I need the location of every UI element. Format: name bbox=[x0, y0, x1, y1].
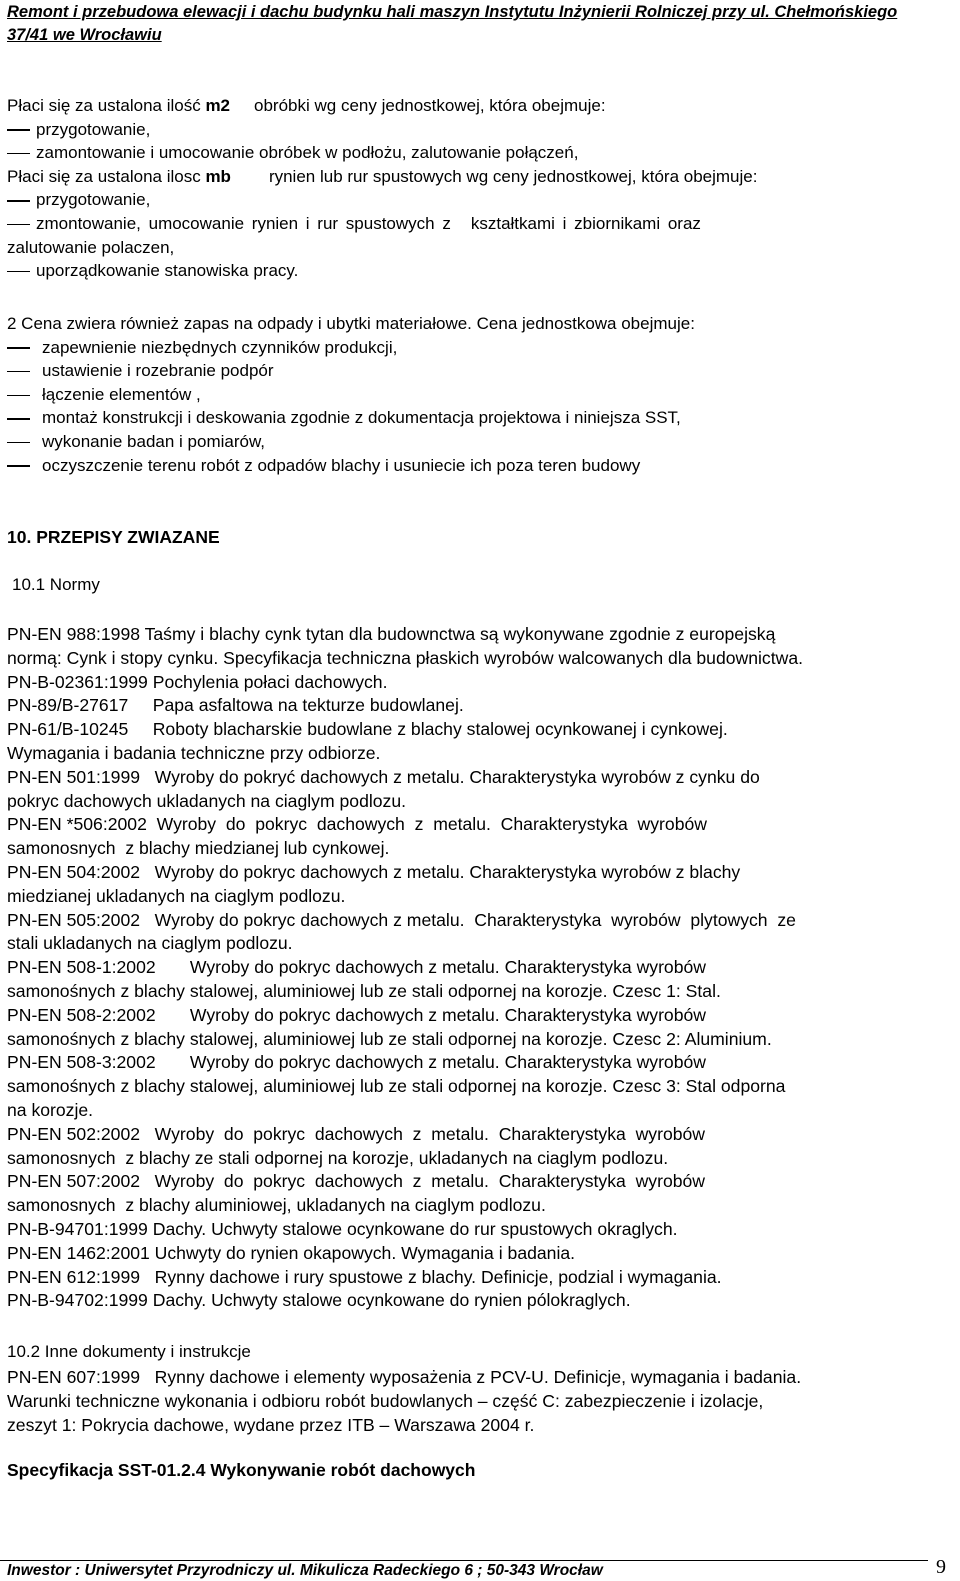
dash-bullet bbox=[7, 430, 30, 454]
other-document-line: Warunki techniczne wykonania i odbioru robót budowlanych – część C: zabezpieczenie i izolacje, bbox=[7, 1390, 764, 1411]
specification-heading: Specyfikacja SST-01.2.4 Wykonywanie robót dachowych bbox=[7, 1460, 476, 1480]
dash-bullet bbox=[7, 406, 30, 430]
list-item-continuation: zalutowanie polaczen, bbox=[7, 237, 175, 257]
pricing-list bbox=[7, 336, 953, 478]
norm-line: PN-B-94701:1999 Dachy. Uchwyty stalowe ocynkowane do rur spustowych okraglych. bbox=[7, 1218, 678, 1239]
pricing-section-2 bbox=[7, 312, 953, 477]
subsection-10-2-title: 10.2 Inne dokumenty i instrukcje bbox=[7, 1342, 251, 1361]
norm-line: PN-61/B-10245 Roboty blacharskie budowlane z blachy stalowej ocynkowanej i cynkowej. bbox=[7, 719, 728, 740]
dash-bullet bbox=[7, 118, 30, 142]
list-item: uporządkowanie stanowiska pracy. bbox=[7, 259, 953, 283]
other-documents-list bbox=[7, 1366, 953, 1437]
dash-bullet bbox=[7, 336, 30, 360]
other-document-line: zeszyt 1: Pokrycia dachowe, wydane przez ITB – Warszawa 2004 r. bbox=[7, 1414, 535, 1435]
norm-line: PN-EN 505:2002 Wyroby do pokryc dachowych z metalu. Charakterystyka wyrobów plytowych ze bbox=[7, 909, 796, 930]
norm-line: PN-EN 508-1:2002 Wyroby do pokryc dachowych z metalu. Charakterystyka wyrobów bbox=[7, 957, 706, 978]
norm-line: PN-B-94702:1999 Dachy. Uchwyty stalowe ocynkowane do rynien pólokraglych. bbox=[7, 1290, 631, 1311]
norm-line: samonośnych z blachy stalowej, aluminiowej lub ze stali odpornej na korozje. Czesc 3: Stal odporna bbox=[7, 1076, 786, 1097]
norm-line: Wymagania i badania techniczne przy odbiorze. bbox=[7, 742, 381, 763]
list-item: przygotowanie, bbox=[7, 188, 953, 212]
norm-line: na korozje. bbox=[7, 1099, 94, 1120]
norm-line: samonośnych z blachy stalowej, aluminiowej lub ze stali odpornej na korozje. Czesc 2: Aluminium. bbox=[7, 1028, 772, 1049]
list-item: zamontowanie i umocowanie obróbek w podłożu, zalutowanie połączeń, bbox=[7, 141, 953, 165]
footer-investor: Inwestor : Uniwersytet Przyrodniczy ul. Mikulicza Radeckiego 6 ; 50-343 Wrocław bbox=[7, 1562, 603, 1579]
unit-mb: mb bbox=[205, 166, 231, 186]
norm-line: PN-EN 508-2:2002 Wyroby do pokryc dachowych z metalu. Charakterystyka wyrobów bbox=[7, 1004, 706, 1025]
list-item: wykonanie badan i pomiarów, bbox=[7, 430, 953, 454]
norm-line: PN-EN 507:2002 Wyroby do pokryc dachowych z metalu. Charakterystyka wyrobów bbox=[7, 1171, 706, 1192]
pricing-intro-m2: Płaci się za ustalona ilość m2 obróbki wg ceny jednostkowej, która obejmuje: bbox=[7, 96, 606, 115]
norm-line: samonosnych z blachy aluminiowej, ukladanych na ciaglym podlozu. bbox=[7, 1195, 546, 1216]
norm-line: PN-EN 612:1999 Rynny dachowe i rury spustowe z blachy. Definicje, podzial i wymagania. bbox=[7, 1266, 722, 1287]
norm-line: pokryc dachowych ukladanych na ciaglym podlozu. bbox=[7, 790, 407, 811]
list-item: oczyszczenie terenu robót z odpadów blachy i usuniecie ich poza teren budowy bbox=[7, 454, 953, 478]
document-header bbox=[7, 1, 953, 47]
list-item: zmontowanie, umocowanie rynien i rur spustowych z kształtkami i zbiornikami oraz bbox=[7, 212, 953, 236]
pricing-section-1 bbox=[7, 94, 953, 283]
page-number: 9 bbox=[936, 1556, 946, 1578]
unit-m2: m2 bbox=[205, 96, 231, 115]
other-document-line: PN-EN 607:1999 Rynny dachowe i elementy wyposażenia z PCV-U. Definicje, wymagania i badania. bbox=[7, 1367, 802, 1387]
list-item: przygotowanie, bbox=[7, 118, 953, 142]
norm-line: normą: Cynk i stopy cynku. Specyfikacja techniczna płaskich wyrobów walcowanych dla budownictwa. bbox=[7, 647, 803, 668]
norm-line: PN-EN 504:2002 Wyroby do pokryc dachowych z metalu. Charakterystyka wyrobów z blachy bbox=[7, 861, 741, 882]
header-line-2: 37/41 we Wrocławiu bbox=[7, 26, 162, 44]
norms-list bbox=[7, 623, 953, 1313]
dash-bullet bbox=[7, 454, 30, 478]
norm-line: stali ukladanych na ciaglym podlozu. bbox=[7, 933, 293, 954]
list-item: zapewnienie niezbędnych czynników produkcji, bbox=[7, 336, 953, 360]
dash-bullet bbox=[7, 383, 30, 407]
dash-bullet bbox=[7, 359, 30, 383]
dash-bullet bbox=[7, 259, 30, 283]
norm-line: PN-89/B-27617 Papa asfaltowa na tekturze budowlanej. bbox=[7, 695, 464, 716]
header-line-1: Remont i przebudowa elewacji i dachu budynku hali maszyn Instytutu Inżynierii Rolniczej przy ul. Chełmońskiego bbox=[7, 3, 898, 21]
pricing-intro-mb: Płaci się za ustalona ilosc mb rynien lub rur spustowych wg ceny jednostkowej, która obejmuje: bbox=[7, 166, 758, 186]
norm-line: samonosnych z blachy miedzianej lub cynkowej. bbox=[7, 838, 390, 859]
norm-line: miedzianej ukladanych na ciaglym podlozu. bbox=[7, 885, 346, 906]
norm-line: PN-EN 508-3:2002 Wyroby do pokryc dachowych z metalu. Charakterystyka wyrobów bbox=[7, 1052, 706, 1073]
dash-bullet bbox=[7, 141, 30, 165]
list-item: montaż konstrukcji i deskowania zgodnie z dokumentacja projektowa i niniejsza SST, bbox=[7, 406, 953, 430]
norm-line: samonosnych z blachy ze stali odpornej na korozje, ukladanych na ciaglym podlozu. bbox=[7, 1147, 669, 1168]
dash-bullet bbox=[7, 188, 30, 212]
subsection-10-1-title: 10.1 Normy bbox=[12, 575, 100, 594]
norm-line: samonośnych z blachy stalowej, aluminiowej lub ze stali odpornej na korozje. Czesc 1: Stal. bbox=[7, 980, 721, 1001]
norm-line: PN-B-02361:1999 Pochylenia połaci dachowych. bbox=[7, 671, 388, 692]
section-10-title: 10. PRZEPISY ZWIAZANE bbox=[7, 527, 220, 547]
norm-line: PN-EN *506:2002 Wyroby do pokryc dachowych z metalu. Charakterystyka wyrobów bbox=[7, 814, 707, 835]
pricing-intro-2: 2 Cena zwiera również zapas na odpady i ubytki materiałowe. Cena jednostkowa obejmuje: bbox=[7, 314, 695, 333]
norm-line: PN-EN 988:1998 Taśmy i blachy cynk tytan dla budownctwa są wykonywane zgodnie z europejską bbox=[7, 624, 776, 644]
list-item: łączenie elementów , bbox=[7, 383, 953, 407]
list-item: ustawienie i rozebranie podpór bbox=[7, 359, 953, 383]
dash-bullet bbox=[7, 212, 30, 236]
norm-line: PN-EN 1462:2001 Uchwyty do rynien okapowych. Wymagania i badania. bbox=[7, 1242, 576, 1263]
norm-line: PN-EN 501:1999 Wyroby do pokryć dachowych z metalu. Charakterystyka wyrobów z cynku do bbox=[7, 766, 760, 787]
norm-line: PN-EN 502:2002 Wyroby do pokryc dachowych z metalu. Charakterystyka wyrobów bbox=[7, 1123, 706, 1144]
